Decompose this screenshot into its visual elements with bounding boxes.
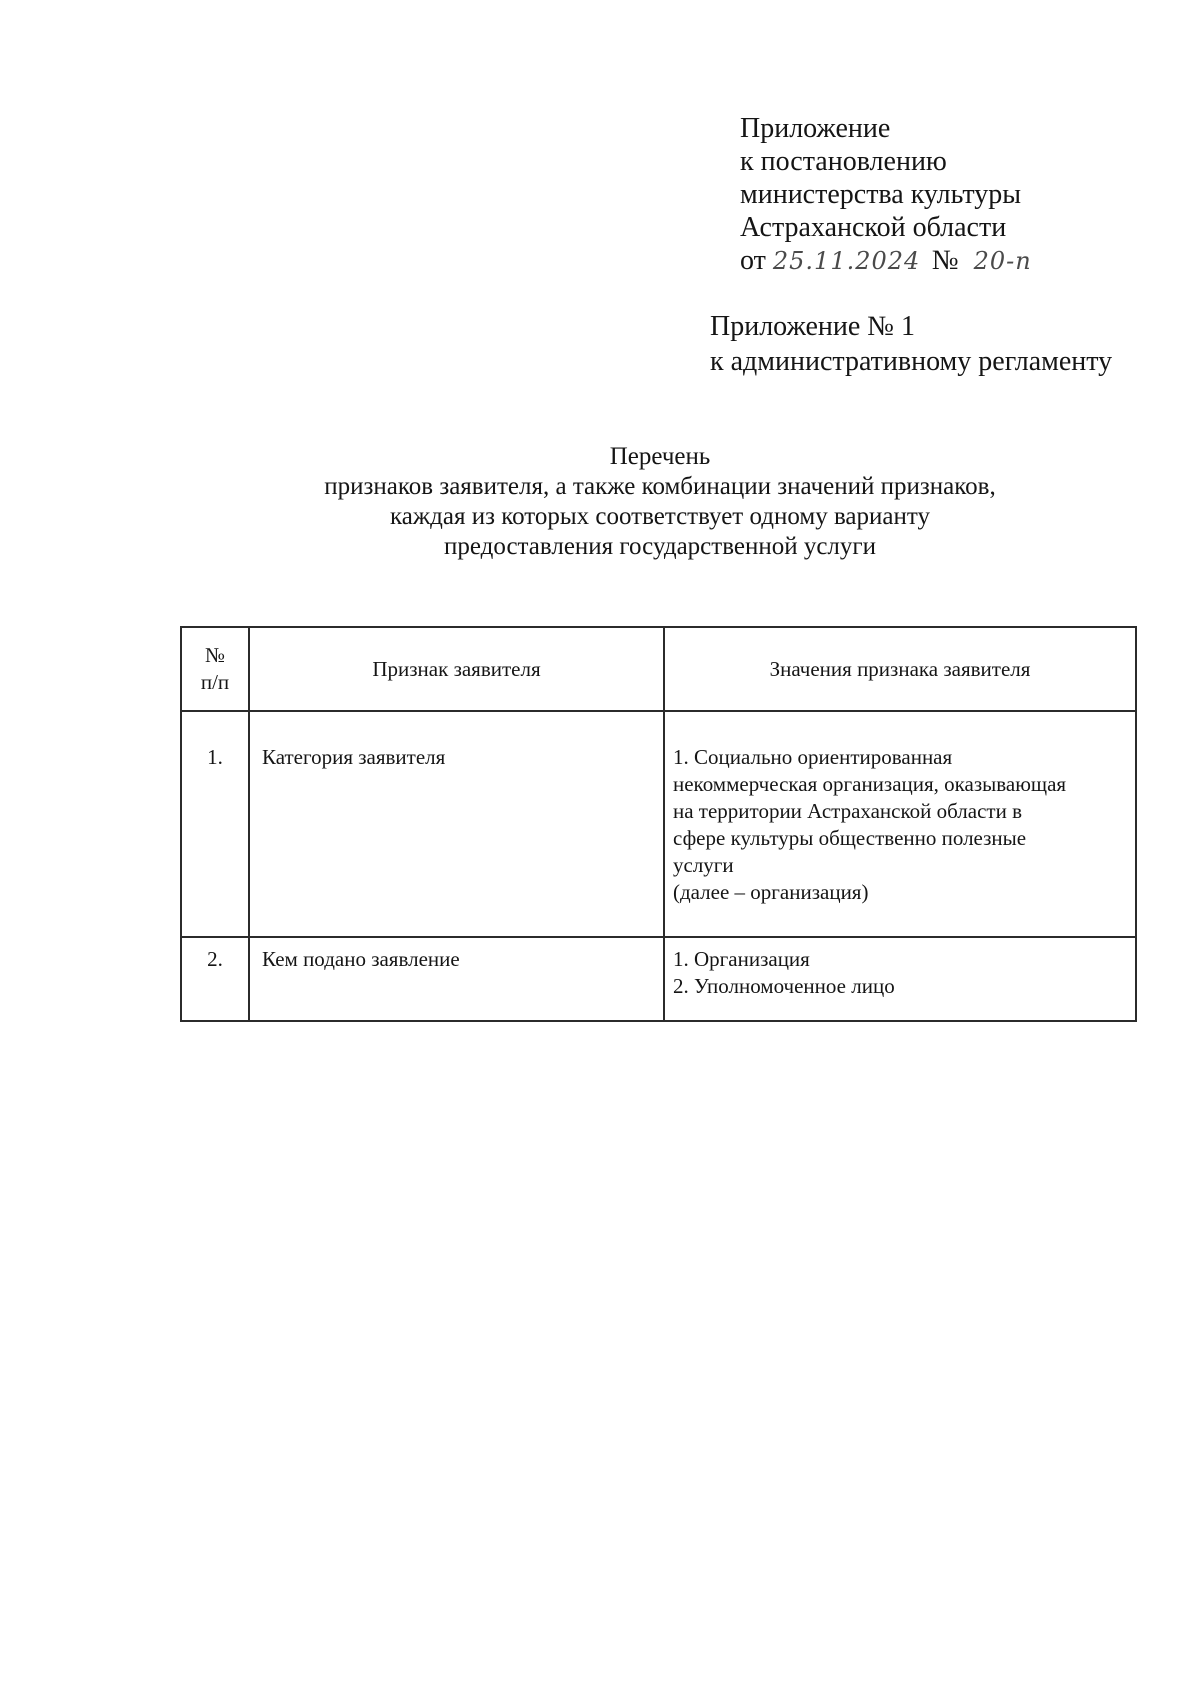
regulation-header-line: Приложение № 1 bbox=[710, 311, 915, 342]
value-line: 2. Уполномоченное лицо bbox=[673, 974, 895, 998]
title-line: Перечень bbox=[609, 443, 711, 470]
title-line: предоставления государственной услуги bbox=[443, 533, 877, 560]
value-line: некоммерческая организация, оказывающая bbox=[673, 772, 1067, 796]
appendix-header-line: к постановлению bbox=[740, 146, 947, 177]
value-line: 1. Социально ориентированная bbox=[673, 745, 953, 769]
number-sign: № bbox=[931, 245, 959, 276]
row-number: 2. bbox=[181, 937, 249, 1021]
header-number bbox=[181, 627, 249, 711]
row-feature: Категория заявителя bbox=[249, 711, 664, 937]
date-prefix: от bbox=[740, 245, 766, 276]
title-line: каждая из которых соответствует одному варианту bbox=[390, 503, 930, 530]
title-line: признаков заявителя, а также комбинации значений признаков, bbox=[324, 473, 996, 500]
value-line: услуги bbox=[673, 853, 734, 877]
header-number-abbrev: п/п bbox=[200, 670, 230, 694]
value-line: (далее – организация) bbox=[673, 880, 869, 904]
date-number-line bbox=[740, 244, 1032, 278]
value-line: 1. Организация bbox=[673, 947, 810, 971]
handwritten-number: 20-п bbox=[973, 247, 1032, 275]
table-row bbox=[181, 711, 1136, 937]
header-number-sign: № bbox=[204, 643, 226, 667]
regulation-header bbox=[710, 309, 1112, 379]
handwritten-date: 25.11.2024 bbox=[772, 247, 921, 275]
appendix-header-line: министерства культуры bbox=[740, 179, 1022, 210]
header-values: Значения признака заявителя bbox=[664, 627, 1136, 711]
table-row bbox=[181, 937, 1136, 1021]
appendix-header-line: Астраханской области bbox=[740, 212, 1007, 243]
document-title bbox=[160, 442, 1160, 562]
value-line: сфере культуры общественно полезные bbox=[673, 826, 1027, 850]
row-values bbox=[664, 711, 1136, 937]
header-feature: Признак заявителя bbox=[249, 627, 664, 711]
appendix-header-line: Приложение bbox=[740, 113, 891, 144]
row-number: 1. bbox=[181, 711, 249, 937]
table-header-row bbox=[181, 627, 1136, 711]
regulation-header-line: к административному регламенту bbox=[710, 346, 1113, 377]
row-feature: Кем подано заявление bbox=[249, 937, 664, 1021]
appendix-header bbox=[740, 112, 1032, 278]
row-values bbox=[664, 937, 1136, 1021]
value-line: на территории Астраханской области в bbox=[673, 799, 1022, 823]
criteria-table bbox=[180, 626, 1137, 1022]
